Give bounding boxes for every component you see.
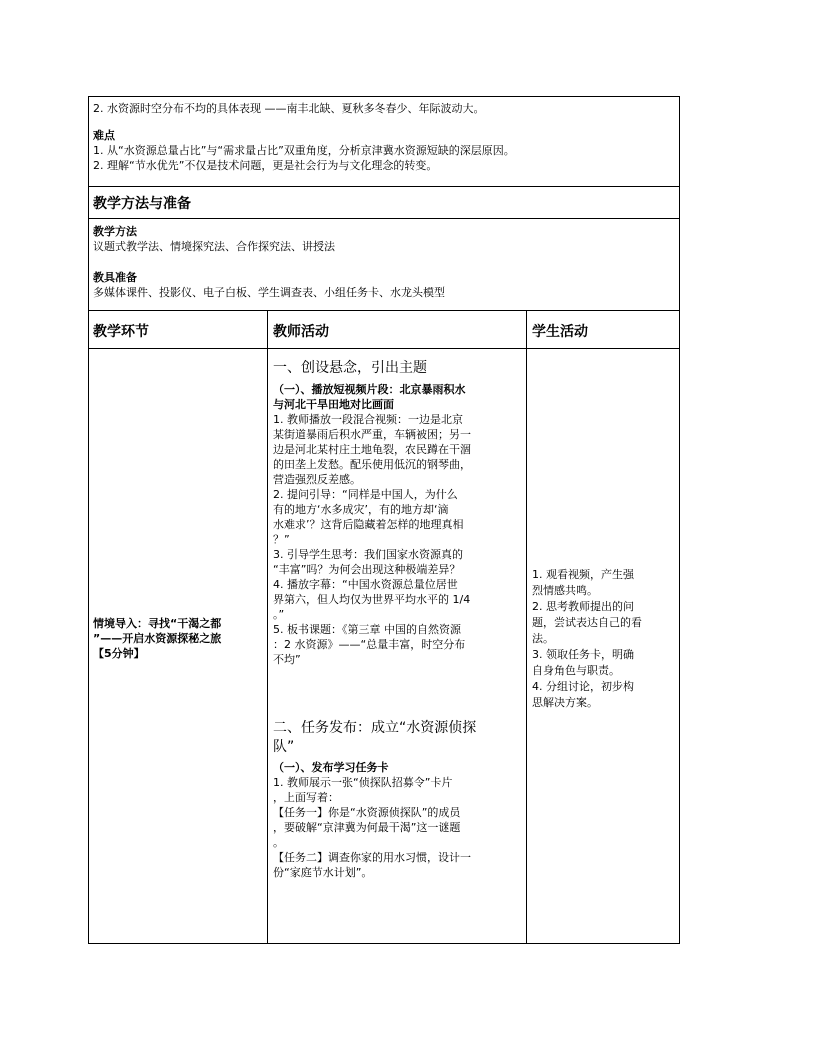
p5-1: ：2 水资源》——“总量丰富，时空分布 xyxy=(273,638,466,651)
methods-title-row xyxy=(89,187,679,219)
s2-0: 2. 思考教师提出的问 xyxy=(532,600,634,613)
p1-1: 某街道暴雨后积水严重，车辆被困；另一 xyxy=(273,428,471,441)
s1-1: 烈情感共鸣。 xyxy=(532,584,598,597)
stage-cell xyxy=(93,616,265,661)
s1-0: 1. 观看视频，产生强 xyxy=(532,568,634,581)
s2-2: 法。 xyxy=(532,632,554,645)
tools-label: 教具准备 xyxy=(93,271,137,284)
s2-1: 题，尝试表达自己的看 xyxy=(532,616,642,629)
p5-0: 5. 板书课题：《第三章 中国的自然资源 xyxy=(273,623,461,636)
part1-title: 一、创设悬念，引出主题 xyxy=(273,360,427,376)
p3-1: “丰富”吗？为何会出现这种极端差异？ xyxy=(273,563,461,576)
methods-title: 教学方法与准备 xyxy=(93,196,191,212)
lesson-plan-table xyxy=(88,96,680,944)
s4-0: 4. 分组讨论，初步构 xyxy=(532,680,634,693)
s3-1: 自身角色与职责。 xyxy=(532,664,620,677)
stage-name-1: 情境导入：寻找“干渴之都 xyxy=(93,617,222,630)
p1-3: 的田垄上发愁。配乐使用低沉的钢琴曲， xyxy=(273,458,471,471)
q2-0: 【任务一】你是“水资源侦探队”的成员 xyxy=(273,806,461,819)
table-header-row xyxy=(89,311,679,349)
part2-sub: （一）、发布学习任务卡 xyxy=(273,761,389,774)
part2-title-2: 队” xyxy=(273,739,295,755)
header-teacher: 教师活动 xyxy=(273,324,329,340)
p2-3: ？” xyxy=(273,533,290,546)
s3-0: 3. 领取任务卡，明确 xyxy=(532,648,634,661)
student-cell xyxy=(532,567,677,711)
method-text: 议题式教学法、情境探究法、合作探究法、讲授法 xyxy=(93,240,335,253)
tools-text: 多媒体课件、投影仪、电子白板、学生调查表、小组任务卡、水龙头模型 xyxy=(93,286,445,299)
part2-title-1: 二、任务发布：成立“水资源侦探 xyxy=(273,720,477,736)
stage-duration: 【5分钟】 xyxy=(93,647,145,660)
stage-name-2: ”——开启水资源探秘之旅 xyxy=(93,632,222,645)
part1-sub-2: 与河北干旱田地对比画面 xyxy=(273,398,394,411)
q1-1: ，上面写着： xyxy=(273,791,339,804)
p1-2: 边是河北某村庄土地龟裂，农民蹲在干涸 xyxy=(273,443,471,456)
p5-2: 不均” xyxy=(273,653,301,666)
table-body-row xyxy=(89,349,679,943)
header-stage: 教学环节 xyxy=(93,324,149,340)
q3-1: 份“家庭节水计划”。 xyxy=(273,866,373,879)
p4-0: 4. 播放字幕：“中国水资源总量位居世 xyxy=(273,578,458,591)
p2-2: 水难求’？这背后隐藏着怎样的地理真相 xyxy=(273,518,464,531)
teacher-cell xyxy=(273,359,523,880)
difficulty-1: 1. 从“水资源总量占比”与“需求量占比”双重角度，分析京津冀水资源短缺的深层原因。 xyxy=(93,144,515,157)
key-points-section xyxy=(89,97,679,187)
difficulty-label: 难点 xyxy=(93,129,115,142)
methods-content xyxy=(89,219,679,311)
q2-2: 。 xyxy=(273,836,284,849)
p3-0: 3. 引导学生思考：我们国家水资源真的 xyxy=(273,548,463,561)
p4-1: 界第六，但人均仅为世界平均水平的 1/4 xyxy=(273,593,471,606)
method-label: 教学方法 xyxy=(93,225,137,238)
q1-0: 1. 教师展示一张“侦探队招募令”卡片 xyxy=(273,776,453,789)
p2-1: 有的地方‘水多成灾’，有的地方却‘滴 xyxy=(273,503,449,516)
header-student: 学生活动 xyxy=(532,324,588,340)
key-point-2: 2. 水资源时空分布不均的具体表现 ——南丰北缺、夏秋多冬春少、年际波动大。 xyxy=(93,102,485,115)
part1-sub-1: （一）、播放短视频片段：北京暴雨积水 xyxy=(273,383,466,396)
q2-1: ，要破解“京津冀为何最干渴”这一谜题 xyxy=(273,821,461,834)
p4-2: 。” xyxy=(273,608,285,621)
difficulty-2: 2. 理解“节水优先”不仅是技术问题，更是社会行为与文化理念的转变。 xyxy=(93,159,438,172)
p1-0: 1. 教师播放一段混合视频：一边是北京 xyxy=(273,413,463,426)
p2-0: 2. 提问引导：“同样是中国人，为什么 xyxy=(273,488,458,501)
s4-1: 思解决方案。 xyxy=(532,696,598,709)
p1-4: 营造强烈反差感。 xyxy=(273,473,361,486)
q3-0: 【任务二】调查你家的用水习惯，设计一 xyxy=(273,851,471,864)
